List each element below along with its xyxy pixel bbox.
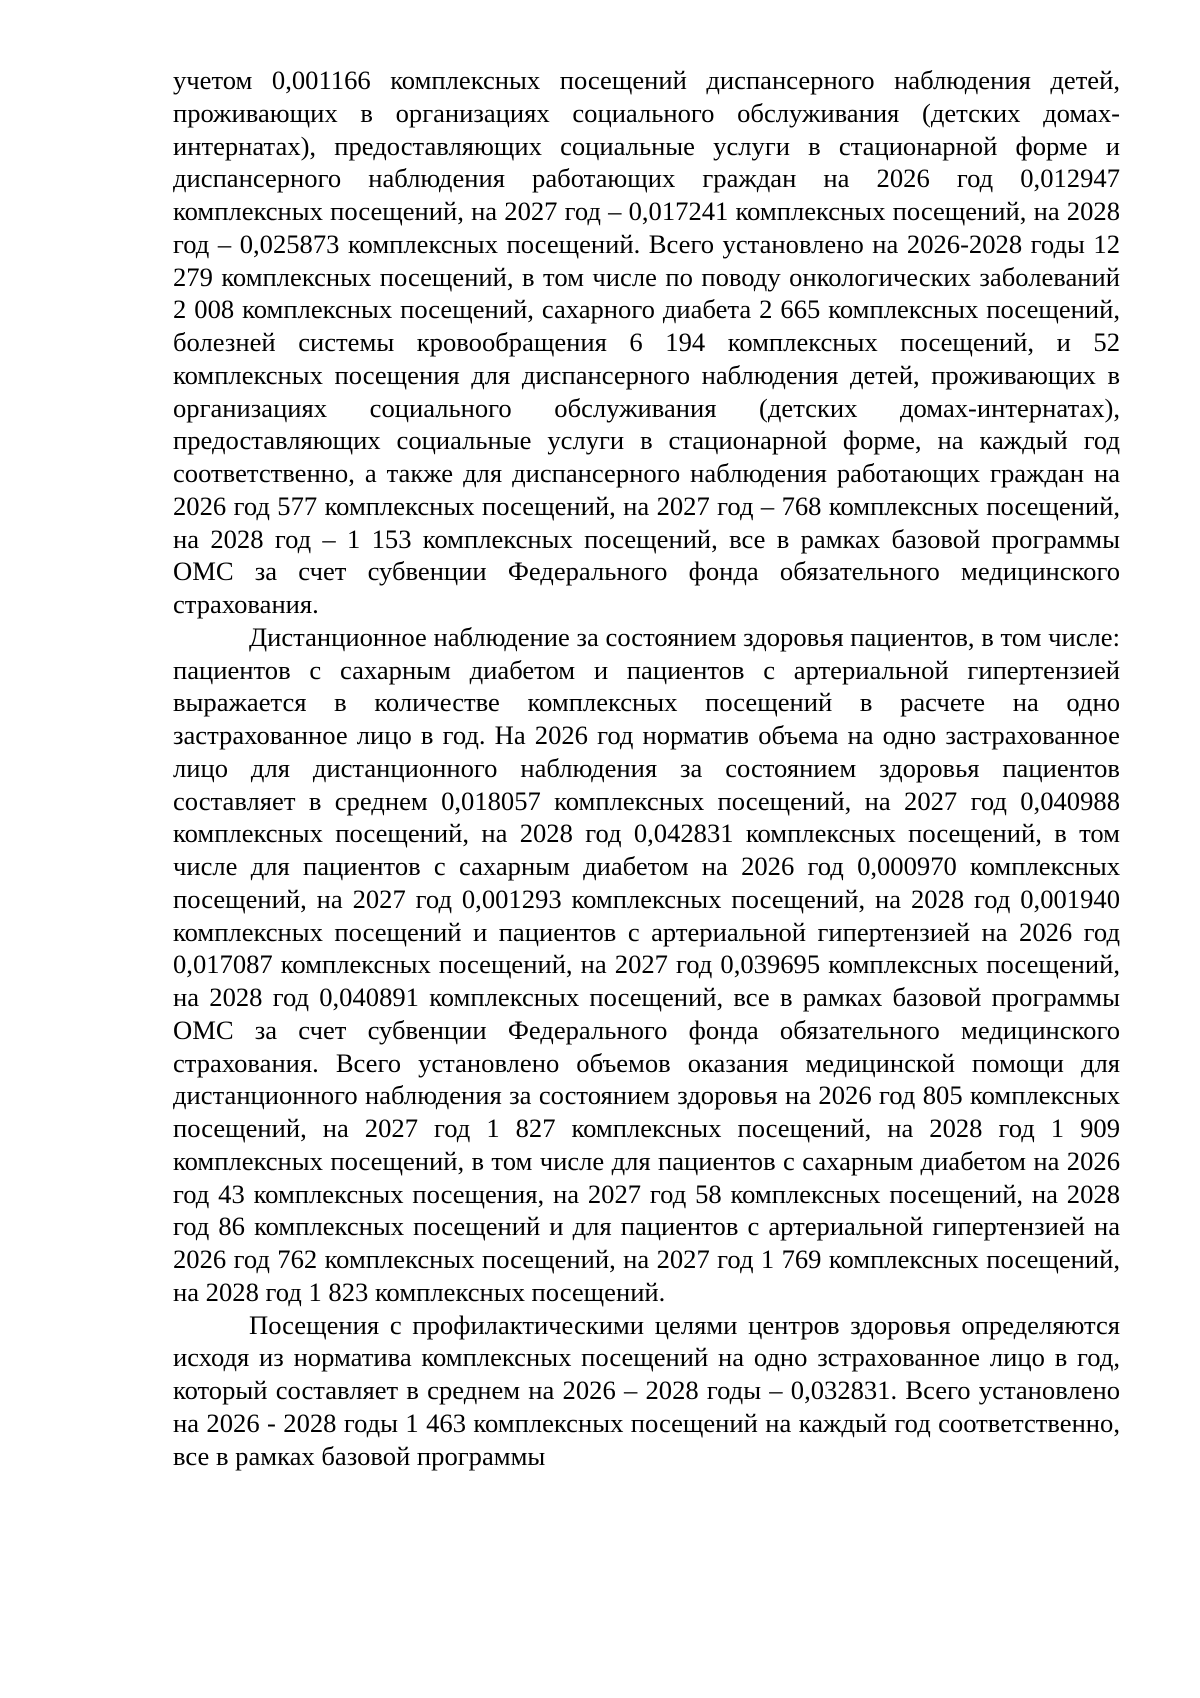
paragraph-dispensary-observation-totals: учетом 0,001166 комплексных посещений диспансерного наблюдения детей, проживающих в организациях социального обслуживания (детских домах-интернатах), предоставляющих социальные услуги в стационарной форме и диспансерного наблюдения работающих граждан на 2026 год 0,012947 комплексных посещений, на 2027 год – 0,017241 комплексных посещений, на 2028 год – 0,025873 комплексных посещений. Всего установлено на 2026-2028 годы 12 279 комплексных посещений, в том числе по поводу онкологических заболеваний 2 008 комплексных посещений, сахарного диабета 2 665 комплексных посещений, болезней системы кровообращения 6 194 комплексных посещений, и 52 комплексных посещения для диспансерного наблюдения детей, проживающих в организациях социального обслуживания (детских домах-интернатах), предоставляющих социальные услуги в стационарной форме, на каждый год соответственно, а также для диспансерного наблюдения работающих граждан на 2026 год 577 комплексных посещений, на 2027 год – 768 комплексных посещений, на 2028 год – 1 153 комплексных посещений, все в рамках базовой программы ОМС за счет субвенции Федерального фонда обязательного медицинского страхования. bbox=[173, 65, 1120, 619]
paragraph-health-centers-visits: Посещения с профилактическими целями центров здоровья определяются исходя из норматива комплексных посещений на одно зстрахованное лицо в год, который составляет в среднем на 2026 – 2028 годы – 0,032831. Всего установлено на 2026 - 2028 годы 1 463 комплексных посещений на каждый год соответственно, все в рамках базовой программы bbox=[173, 1309, 1120, 1471]
document-page bbox=[173, 64, 1120, 1472]
paragraph-remote-health-monitoring: Дистанционное наблюдение за состоянием здоровья пациентов, в том числе: пациентов с сахарным диабетом и пациентов с артериальной гипертензией выражается в количестве комплексных посещений в расчете на одно застрахованное лицо в год. На 2026 год норматив объема на одно застрахованное лицо для дистанционного наблюдения за состоянием здоровья пациентов составляет в среднем 0,018057 комплексных посещений, на 2027 год 0,040988 комплексных посещений, на 2028 год 0,042831 комплексных посещений, в том числе для пациентов с сахарным диабетом на 2026 год 0,000970 комплексных посещений, на 2027 год 0,001293 комплексных посещений, на 2028 год 0,001940 комплексных посещений и пациентов с артериальной гипертензией на 2026 год 0,017087 комплексных посещений, на 2027 год 0,039695 комплексных посещений, на 2028 год 0,040891 комплексных посещений, все в рамках базовой программы ОМС за счет субвенции Федерального фонда обязательного медицинского страхования. Всего установлено объемов оказания медицинской помощи для дистанционного наблюдения за состоянием здоровья на 2026 год 805 комплексных посещений, на 2027 год 1 827 комплексных посещений, на 2028 год 1 909 комплексных посещений, в том числе для пациентов с сахарным диабетом на 2026 год 43 комплексных посещения, на 2027 год 58 комплексных посещений, на 2028 год 86 комплексных посещений и для пациентов с артериальной гипертензией на 2026 год 762 комплексных посещений, на 2027 год 1 769 комплексных посещений, на 2028 год 1 823 комплексных посещений. bbox=[173, 621, 1120, 1307]
